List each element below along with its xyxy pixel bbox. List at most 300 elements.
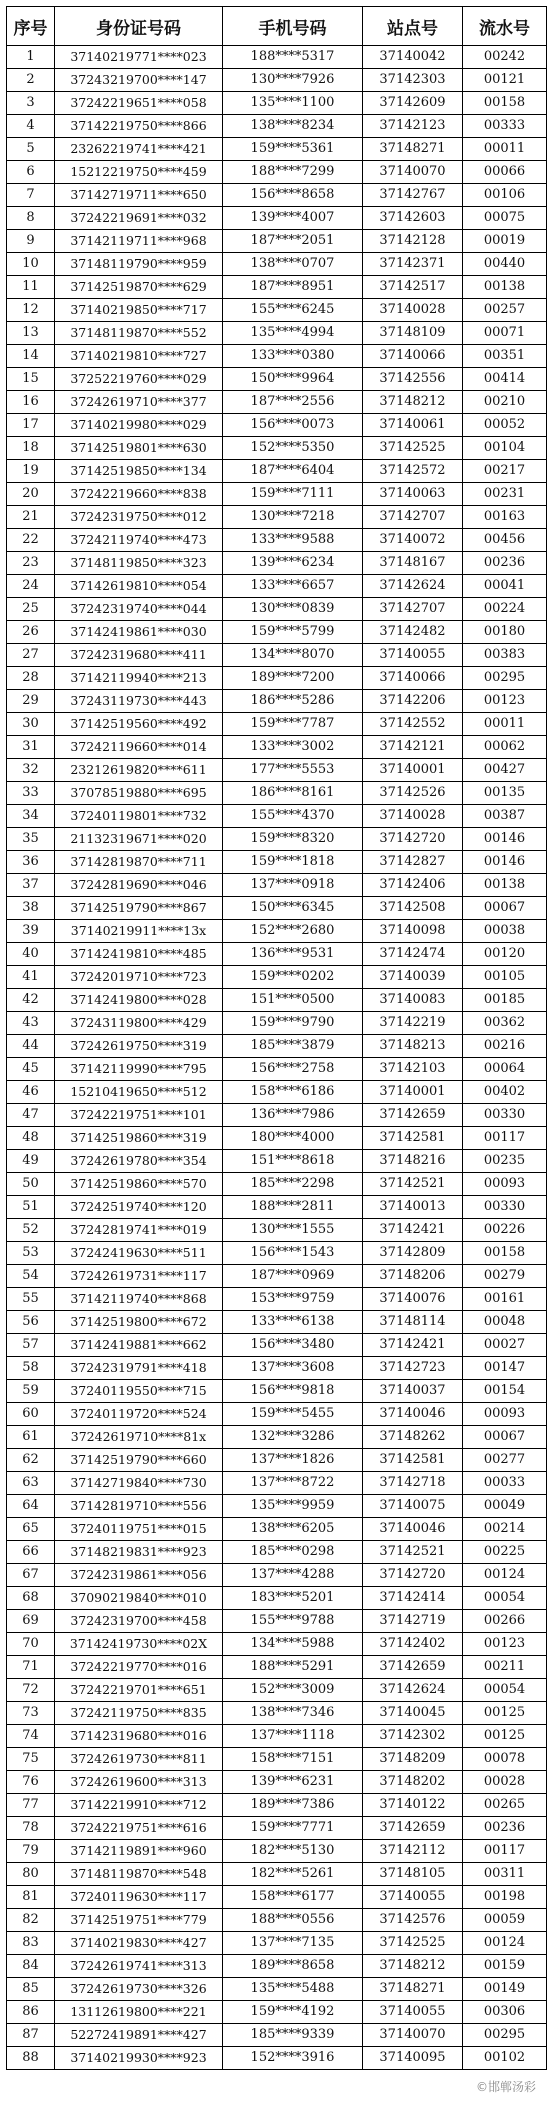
cell-seq: 38 (7, 897, 55, 920)
cell-id-number: 37142419861****030 (55, 621, 223, 644)
table-row (7, 1633, 547, 1656)
table-row (7, 1955, 547, 1978)
cell-serial: 00383 (463, 644, 547, 667)
cell-phone: 137****4288 (223, 1564, 363, 1587)
cell-seq: 70 (7, 1633, 55, 1656)
cell-seq: 3 (7, 92, 55, 115)
cell-seq: 63 (7, 1472, 55, 1495)
cell-serial: 00011 (463, 138, 547, 161)
cell-station: 37142719 (363, 1610, 463, 1633)
cell-phone: 152****5350 (223, 437, 363, 460)
cell-seq: 56 (7, 1311, 55, 1334)
table-row (7, 1932, 547, 1955)
table-row (7, 1265, 547, 1288)
cell-station: 37142526 (363, 782, 463, 805)
cell-id-number: 37142519860****319 (55, 1127, 223, 1150)
cell-station: 37142371 (363, 253, 463, 276)
cell-station: 37140098 (363, 920, 463, 943)
cell-station: 37142707 (363, 598, 463, 621)
cell-station: 37140061 (363, 414, 463, 437)
cell-phone: 139****4007 (223, 207, 363, 230)
cell-id-number: 37142519790****660 (55, 1449, 223, 1472)
cell-id-number: 37242819741****019 (55, 1219, 223, 1242)
cell-id-number: 23212619820****611 (55, 759, 223, 782)
cell-phone: 153****9759 (223, 1288, 363, 1311)
cell-id-number: 37243219700****147 (55, 69, 223, 92)
table-row (7, 1012, 547, 1035)
cell-phone: 188****5317 (223, 46, 363, 69)
table-row (7, 1449, 547, 1472)
cell-phone: 188****7299 (223, 161, 363, 184)
cell-seq: 61 (7, 1426, 55, 1449)
cell-id-number: 37140219810****727 (55, 345, 223, 368)
cell-station: 37148212 (363, 391, 463, 414)
id-phone-table (6, 6, 547, 2070)
table-row (7, 253, 547, 276)
cell-station: 37148262 (363, 1426, 463, 1449)
cell-station: 37142556 (363, 368, 463, 391)
cell-serial: 00211 (463, 1656, 547, 1679)
cell-seq: 85 (7, 1978, 55, 2001)
cell-id-number: 37242319700****458 (55, 1610, 223, 1633)
table-row (7, 161, 547, 184)
table-row (7, 207, 547, 230)
cell-seq: 26 (7, 621, 55, 644)
cell-phone: 189****8658 (223, 1955, 363, 1978)
cell-phone: 155****4370 (223, 805, 363, 828)
cell-id-number: 37242319861****056 (55, 1564, 223, 1587)
cell-id-number: 37142819870****711 (55, 851, 223, 874)
table-row (7, 1242, 547, 1265)
cell-id-number: 37142219750****866 (55, 115, 223, 138)
cell-serial: 00093 (463, 1173, 547, 1196)
cell-station: 37140083 (363, 989, 463, 1012)
cell-id-number: 37142119990****795 (55, 1058, 223, 1081)
cell-serial: 00158 (463, 92, 547, 115)
cell-station: 37142603 (363, 207, 463, 230)
cell-station: 37142517 (363, 276, 463, 299)
cell-phone: 136****9531 (223, 943, 363, 966)
cell-seq: 18 (7, 437, 55, 460)
cell-phone: 155****9788 (223, 1610, 363, 1633)
cell-station: 37140028 (363, 299, 463, 322)
cell-seq: 8 (7, 207, 55, 230)
table-row (7, 368, 547, 391)
cell-seq: 64 (7, 1495, 55, 1518)
cell-id-number: 37142519860****570 (55, 1173, 223, 1196)
cell-seq: 71 (7, 1656, 55, 1679)
table-row (7, 1357, 547, 1380)
cell-serial: 00123 (463, 1633, 547, 1656)
cell-serial: 00038 (463, 920, 547, 943)
cell-seq: 29 (7, 690, 55, 713)
table-row (7, 690, 547, 713)
cell-serial: 00225 (463, 1541, 547, 1564)
cell-seq: 49 (7, 1150, 55, 1173)
cell-station: 37142552 (363, 713, 463, 736)
cell-seq: 54 (7, 1265, 55, 1288)
cell-id-number: 37242319680****411 (55, 644, 223, 667)
cell-station: 37142659 (363, 1817, 463, 1840)
cell-phone: 133****6138 (223, 1311, 363, 1334)
cell-seq: 48 (7, 1127, 55, 1150)
cell-serial: 00041 (463, 575, 547, 598)
cell-serial: 00064 (463, 1058, 547, 1081)
cell-serial: 00242 (463, 46, 547, 69)
cell-serial: 00210 (463, 391, 547, 414)
cell-id-number: 37142119940****213 (55, 667, 223, 690)
cell-station: 37140046 (363, 1403, 463, 1426)
cell-id-number: 37142719711****650 (55, 184, 223, 207)
cell-seq: 2 (7, 69, 55, 92)
cell-seq: 39 (7, 920, 55, 943)
cell-id-number: 37148119790****959 (55, 253, 223, 276)
header-row (7, 7, 547, 46)
cell-station: 37148167 (363, 552, 463, 575)
cell-serial: 00257 (463, 299, 547, 322)
cell-station: 37142525 (363, 437, 463, 460)
table-row (7, 1679, 547, 1702)
table-body (7, 46, 547, 2070)
cell-phone: 137****8722 (223, 1472, 363, 1495)
cell-id-number: 37242619600****313 (55, 1771, 223, 1794)
cell-serial: 00351 (463, 345, 547, 368)
cell-serial: 00154 (463, 1380, 547, 1403)
cell-station: 37142121 (363, 736, 463, 759)
table-row (7, 345, 547, 368)
cell-seq: 35 (7, 828, 55, 851)
cell-serial: 00180 (463, 621, 547, 644)
cell-serial: 00402 (463, 1081, 547, 1104)
cell-id-number: 37140219911****13x (55, 920, 223, 943)
cell-phone: 135****9959 (223, 1495, 363, 1518)
cell-serial: 00330 (463, 1196, 547, 1219)
table-header (7, 7, 547, 46)
cell-phone: 156****0073 (223, 414, 363, 437)
cell-seq: 62 (7, 1449, 55, 1472)
cell-phone: 133****9588 (223, 529, 363, 552)
cell-phone: 187****2051 (223, 230, 363, 253)
cell-serial: 00235 (463, 1150, 547, 1173)
cell-serial: 00011 (463, 713, 547, 736)
cell-station: 37140055 (363, 2001, 463, 2024)
cell-station: 37140066 (363, 667, 463, 690)
table-row (7, 69, 547, 92)
cell-serial: 00231 (463, 483, 547, 506)
table-row (7, 414, 547, 437)
cell-id-number: 37142419730****02X (55, 1633, 223, 1656)
cell-phone: 188****5291 (223, 1656, 363, 1679)
cell-id-number: 15212219750****459 (55, 161, 223, 184)
table-row (7, 1748, 547, 1771)
cell-serial: 00159 (463, 1955, 547, 1978)
cell-station: 37142707 (363, 506, 463, 529)
table-row (7, 184, 547, 207)
cell-station: 37142720 (363, 828, 463, 851)
table-row (7, 1909, 547, 1932)
cell-serial: 00028 (463, 1771, 547, 1794)
cell-id-number: 37242219651****058 (55, 92, 223, 115)
cell-serial: 00224 (463, 598, 547, 621)
table-row (7, 1541, 547, 1564)
cell-serial: 00214 (463, 1518, 547, 1541)
cell-station: 37140076 (363, 1288, 463, 1311)
cell-station: 37148216 (363, 1150, 463, 1173)
cell-id-number: 37242519740****120 (55, 1196, 223, 1219)
cell-id-number: 37242019710****723 (55, 966, 223, 989)
cell-id-number: 37142519560****492 (55, 713, 223, 736)
table-row (7, 1794, 547, 1817)
cell-station: 37142576 (363, 1909, 463, 1932)
cell-station: 37140066 (363, 345, 463, 368)
cell-seq: 69 (7, 1610, 55, 1633)
cell-station: 37142521 (363, 1173, 463, 1196)
cell-id-number: 21132319671****020 (55, 828, 223, 851)
cell-station: 37142414 (363, 1587, 463, 1610)
cell-station: 37142474 (363, 943, 463, 966)
cell-station: 37140063 (363, 483, 463, 506)
table-row (7, 1426, 547, 1449)
cell-seq: 6 (7, 161, 55, 184)
cell-station: 37140001 (363, 1081, 463, 1104)
cell-station: 37142123 (363, 115, 463, 138)
cell-seq: 23 (7, 552, 55, 575)
cell-seq: 10 (7, 253, 55, 276)
cell-id-number: 37240119630****117 (55, 1886, 223, 1909)
cell-phone: 187****8951 (223, 276, 363, 299)
cell-serial: 00120 (463, 943, 547, 966)
table-row (7, 1771, 547, 1794)
cell-serial: 00054 (463, 1587, 547, 1610)
cell-id-number: 37140219980****029 (55, 414, 223, 437)
table-row (7, 2001, 547, 2024)
cell-serial: 00121 (463, 69, 547, 92)
cell-phone: 150****9964 (223, 368, 363, 391)
cell-seq: 58 (7, 1357, 55, 1380)
table-row (7, 1702, 547, 1725)
cell-seq: 25 (7, 598, 55, 621)
cell-seq: 4 (7, 115, 55, 138)
cell-seq: 55 (7, 1288, 55, 1311)
table-row (7, 1978, 547, 2001)
cell-station: 37148114 (363, 1311, 463, 1334)
table-row (7, 598, 547, 621)
table-row (7, 1081, 547, 1104)
cell-phone: 159****5361 (223, 138, 363, 161)
table-row (7, 391, 547, 414)
cell-seq: 68 (7, 1587, 55, 1610)
table-row (7, 529, 547, 552)
cell-phone: 187****2556 (223, 391, 363, 414)
cell-serial: 00124 (463, 1564, 547, 1587)
cell-station: 37142581 (363, 1127, 463, 1150)
cell-phone: 137****0918 (223, 874, 363, 897)
cell-phone: 138****7346 (223, 1702, 363, 1725)
cell-seq: 41 (7, 966, 55, 989)
cell-id-number: 37242619710****377 (55, 391, 223, 414)
cell-phone: 137****3608 (223, 1357, 363, 1380)
table-row (7, 2024, 547, 2047)
cell-station: 37140001 (363, 759, 463, 782)
cell-station: 37142609 (363, 92, 463, 115)
cell-station: 37142303 (363, 69, 463, 92)
cell-phone: 182****5261 (223, 1863, 363, 1886)
cell-id-number: 13112619800****221 (55, 2001, 223, 2024)
cell-station: 37148109 (363, 322, 463, 345)
cell-phone: 156****8658 (223, 184, 363, 207)
table-row (7, 874, 547, 897)
cell-phone: 159****9790 (223, 1012, 363, 1035)
cell-station: 37140070 (363, 161, 463, 184)
cell-serial: 00236 (463, 552, 547, 575)
cell-station: 37148271 (363, 1978, 463, 2001)
cell-seq: 83 (7, 1932, 55, 1955)
cell-serial: 00185 (463, 989, 547, 1012)
cell-serial: 00311 (463, 1863, 547, 1886)
cell-serial: 00362 (463, 1012, 547, 1035)
cell-phone: 138****6205 (223, 1518, 363, 1541)
cell-station: 37140072 (363, 529, 463, 552)
cell-seq: 59 (7, 1380, 55, 1403)
cell-phone: 151****8618 (223, 1150, 363, 1173)
cell-id-number: 37142419810****485 (55, 943, 223, 966)
cell-phone: 156****1543 (223, 1242, 363, 1265)
cell-serial: 00146 (463, 851, 547, 874)
cell-phone: 188****2811 (223, 1196, 363, 1219)
cell-seq: 22 (7, 529, 55, 552)
cell-station: 37140028 (363, 805, 463, 828)
cell-id-number: 37242119750****835 (55, 1702, 223, 1725)
cell-id-number: 37142419800****028 (55, 989, 223, 1012)
table-row (7, 575, 547, 598)
cell-phone: 138****0707 (223, 253, 363, 276)
cell-seq: 7 (7, 184, 55, 207)
table-row (7, 1725, 547, 1748)
cell-station: 37142482 (363, 621, 463, 644)
cell-serial: 00387 (463, 805, 547, 828)
cell-phone: 159****5799 (223, 621, 363, 644)
cell-phone: 133****0380 (223, 345, 363, 368)
cell-seq: 34 (7, 805, 55, 828)
table-row (7, 1104, 547, 1127)
table-row (7, 667, 547, 690)
cell-seq: 77 (7, 1794, 55, 1817)
cell-serial: 00295 (463, 667, 547, 690)
table-row (7, 483, 547, 506)
cell-serial: 00027 (463, 1334, 547, 1357)
table-row (7, 1817, 547, 1840)
table-row (7, 299, 547, 322)
table-row (7, 506, 547, 529)
cell-id-number: 37240119801****732 (55, 805, 223, 828)
cell-id-number: 37142619810****054 (55, 575, 223, 598)
cell-seq: 72 (7, 1679, 55, 1702)
cell-id-number: 37142119740****868 (55, 1288, 223, 1311)
cell-seq: 73 (7, 1702, 55, 1725)
table-row (7, 1472, 547, 1495)
cell-id-number: 37140219850****717 (55, 299, 223, 322)
cell-serial: 00059 (463, 1909, 547, 1932)
cell-serial: 00125 (463, 1702, 547, 1725)
cell-id-number: 37242219660****838 (55, 483, 223, 506)
cell-serial: 00135 (463, 782, 547, 805)
cell-phone: 159****0202 (223, 966, 363, 989)
cell-station: 37142659 (363, 1104, 463, 1127)
cell-phone: 158****7151 (223, 1748, 363, 1771)
cell-serial: 00067 (463, 897, 547, 920)
cell-station: 37148206 (363, 1265, 463, 1288)
cell-seq: 42 (7, 989, 55, 1012)
cell-id-number: 37240119550****715 (55, 1380, 223, 1403)
cell-seq: 75 (7, 1748, 55, 1771)
cell-id-number: 37242619710****81x (55, 1426, 223, 1449)
table-row (7, 1564, 547, 1587)
cell-phone: 185****9339 (223, 2024, 363, 2047)
cell-seq: 21 (7, 506, 55, 529)
cell-phone: 136****7986 (223, 1104, 363, 1127)
table-row (7, 1495, 547, 1518)
cell-phone: 130****7926 (223, 69, 363, 92)
table-row (7, 1035, 547, 1058)
cell-phone: 139****6231 (223, 1771, 363, 1794)
cell-station: 37148209 (363, 1748, 463, 1771)
cell-station: 37142103 (363, 1058, 463, 1081)
cell-phone: 152****3009 (223, 1679, 363, 1702)
table-row (7, 1173, 547, 1196)
cell-id-number: 37242619730****811 (55, 1748, 223, 1771)
cell-id-number: 37142519801****630 (55, 437, 223, 460)
cell-phone: 137****1118 (223, 1725, 363, 1748)
cell-serial: 00049 (463, 1495, 547, 1518)
table-row (7, 1587, 547, 1610)
cell-phone: 158****6186 (223, 1081, 363, 1104)
table-row (7, 805, 547, 828)
cell-id-number: 37242119660****014 (55, 736, 223, 759)
cell-serial: 00198 (463, 1886, 547, 1909)
cell-station: 37148213 (363, 1035, 463, 1058)
cell-serial: 00067 (463, 1426, 547, 1449)
cell-phone: 137****1826 (223, 1449, 363, 1472)
cell-seq: 44 (7, 1035, 55, 1058)
table-row (7, 782, 547, 805)
table-row (7, 1656, 547, 1679)
cell-station: 37148105 (363, 1863, 463, 1886)
cell-serial: 00033 (463, 1472, 547, 1495)
cell-station: 37142624 (363, 575, 463, 598)
cell-seq: 31 (7, 736, 55, 759)
cell-serial: 00427 (463, 759, 547, 782)
header-serial: 流水号 (463, 7, 547, 46)
table-row (7, 1886, 547, 1909)
cell-phone: 180****4000 (223, 1127, 363, 1150)
cell-phone: 133****3002 (223, 736, 363, 759)
cell-phone: 150****6345 (223, 897, 363, 920)
table-row (7, 1863, 547, 1886)
cell-station: 37140037 (363, 1380, 463, 1403)
table-row (7, 1403, 547, 1426)
cell-id-number: 37090219840****010 (55, 1587, 223, 1610)
cell-phone: 151****0500 (223, 989, 363, 1012)
cell-serial: 00146 (463, 828, 547, 851)
cell-phone: 177****5553 (223, 759, 363, 782)
cell-phone: 135****5488 (223, 1978, 363, 2001)
cell-station: 37142402 (363, 1633, 463, 1656)
cell-id-number: 37242219751****101 (55, 1104, 223, 1127)
watermark: ©邯郸汤彩 (472, 2077, 540, 2096)
table-row (7, 1518, 547, 1541)
table-row (7, 322, 547, 345)
cell-phone: 152****2680 (223, 920, 363, 943)
